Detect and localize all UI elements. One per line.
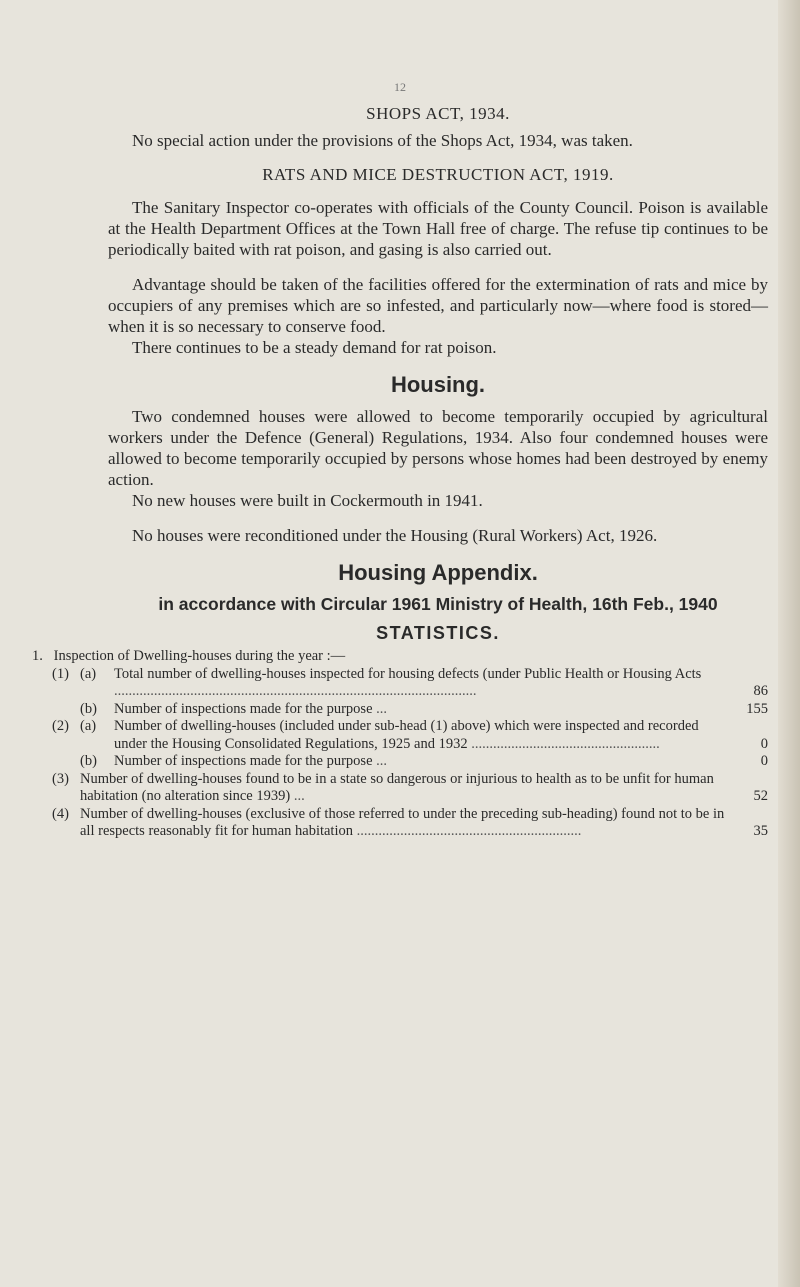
stats-entry: (1) (a) Total number of dwelling-houses inspected for housing defects (under Public Health or Housing Acts .................................................................................................... 86 <box>52 665 768 699</box>
statistics-title: STATISTICS. <box>376 623 500 643</box>
stats-entry: (2) (a) Number of dwelling-houses (included under sub-head (1) above) which were inspected and recorded under the Housing Consolidated Regulations, 1925 and 1932 .................................................... 0 <box>52 718 768 752</box>
stats-entry: (b) Number of inspections made for the purpose ... 0 <box>80 753 768 769</box>
entry-sub: (b) <box>80 753 97 769</box>
entry-value: 0 <box>760 753 768 769</box>
stats-item-1 <box>32 648 768 666</box>
entry-value: 35 <box>753 823 768 839</box>
entry-value: 155 <box>746 700 768 717</box>
item-1-text: Inspection of Dwelling-houses during the year :— <box>53 648 346 664</box>
shops-act-text: No special action under the provisions of the Shops Act, 1934, was taken. <box>132 131 633 150</box>
appendix-heading: Housing Appendix. <box>338 560 538 585</box>
entry-sub: (b) <box>80 700 97 717</box>
housing-heading: Housing. <box>390 372 486 397</box>
entry-number: (2) <box>52 718 69 734</box>
housing-para-3: No houses were reconditioned under the Housing (Rural Workers) Act, 1926. <box>132 526 658 545</box>
entry-text: Number of dwelling-houses (exclusive of those referred to under the preceding sub-heading) found not to be in all respects reasonably fit for human habitation <box>80 805 725 839</box>
rats-para-3: There continues to be a steady demand for rat poison. <box>132 338 497 357</box>
page-number: 12 <box>394 80 406 94</box>
entry-sub: (a) <box>80 718 97 734</box>
entry-number: (1) <box>52 665 69 682</box>
housing-para-2: No new houses were built in Cockermouth in 1941. <box>132 491 483 510</box>
entry-text: Number of inspections made for the purpose <box>114 700 373 717</box>
entry-text: Number of inspections made for the purpose <box>114 753 373 769</box>
stats-entry: (b) Number of inspections made for the purpose ... 155 <box>80 700 768 717</box>
statistics-list <box>32 648 768 841</box>
entry-number: (3) <box>52 770 69 787</box>
document-body <box>32 104 768 841</box>
item-1-label: 1. <box>32 648 43 664</box>
stats-entry: (4) Number of dwelling-houses (exclusive of those referred to under the preceding sub-heading) found not to be in all respects reasonably fit for human habitation .............................................................. 35 <box>52 805 768 839</box>
rats-para-2: Advantage should be taken of the facilities offered for the extermination of rats and mice by occupiers of any premises which are so infested, and particularly now—where food is stored—when it is so necessary to conserve food. <box>108 275 768 336</box>
entry-value: 86 <box>753 683 768 699</box>
rats-act-heading: RATS AND MICE DESTRUCTION ACT, 1919. <box>262 165 614 184</box>
entry-text: Number of dwelling-houses found to be in a state so dangerous or injurious to health as to be unfit for human habitation (no alteration since 1939) <box>80 770 714 804</box>
entry-text: Number of dwelling-houses (included under sub-head (1) above) which were inspected and recorded under the Housing Consolidated Regulations, 1925 and 1932 <box>114 718 699 752</box>
entry-number: (4) <box>52 805 69 822</box>
entry-value: 0 <box>760 735 768 752</box>
entry-sub: (a) <box>80 665 97 682</box>
appendix-subtitle: in accordance with Circular 1961 Ministry of Health, 16th Feb., 1940 <box>158 594 718 614</box>
shops-act-heading: SHOPS ACT, 1934. <box>366 104 510 123</box>
entry-value: 52 <box>753 788 768 804</box>
rats-para-1: The Sanitary Inspector co-operates with officials of the County Council. Poison is available at the Health Department Offices at the Town Hall free of charge. The refuse tip continues to be periodically baited with rat poison, and gasing is also carried out. <box>108 198 768 259</box>
housing-para-1: Two condemned houses were allowed to become temporarily occupied by agricultural workers under the Defence (General) Regulations, 1934. Also four condemned houses were allowed to become temporarily occupied by persons whose homes had been destroyed by enemy action. <box>108 407 768 489</box>
stats-entry: (3) Number of dwelling-houses found to be in a state so dangerous or injurious to health as to be unfit for human habitation (no alteration since 1939) ... 52 <box>52 770 768 804</box>
entry-text: Total number of dwelling-houses inspected for housing defects (under Public Health or Housing Acts <box>114 665 702 682</box>
page-edge <box>778 0 800 1287</box>
